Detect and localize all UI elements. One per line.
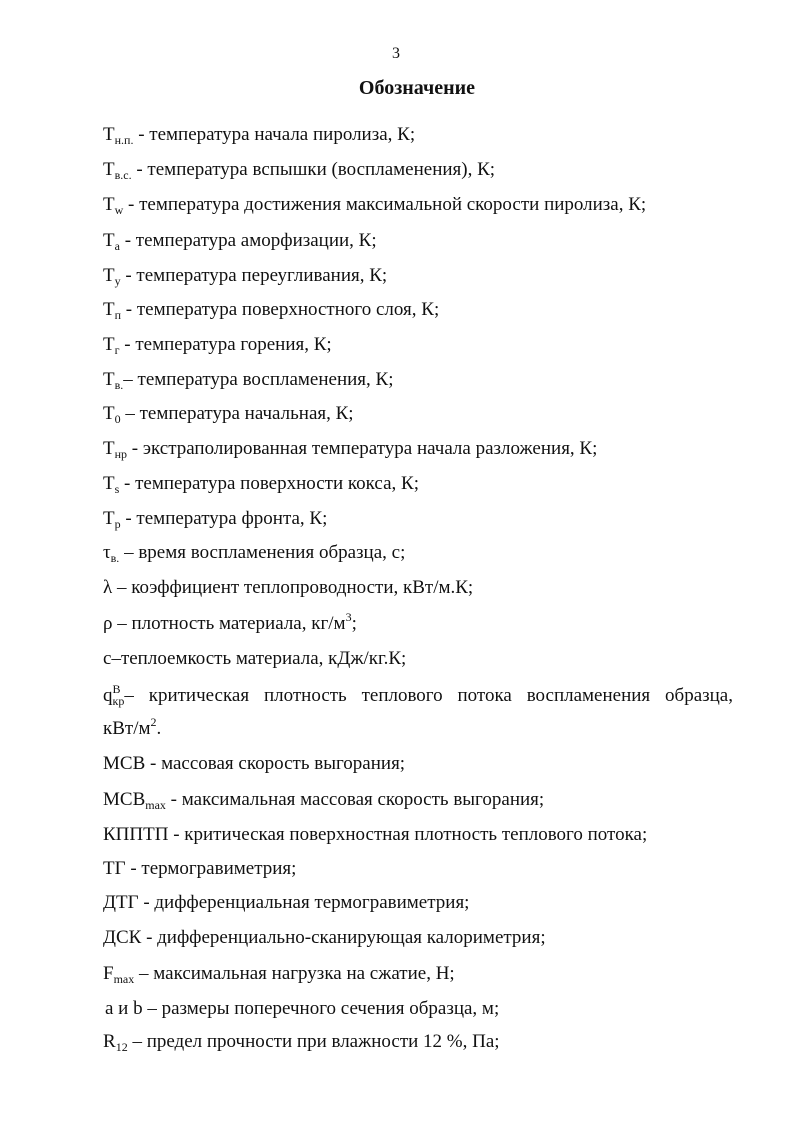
definition-text: – температура начальная, К; [120, 403, 354, 424]
definition-line [103, 507, 327, 531]
definition-text: – критическая плотность теплового потока воспламенения образца, [124, 685, 733, 706]
symbol-subscript: w [114, 203, 124, 217]
definition-line [103, 752, 405, 776]
symbol: T [103, 230, 115, 251]
symbol: T [103, 159, 115, 180]
definition-line [103, 926, 546, 950]
symbol: q [103, 685, 113, 706]
symbol: ДСК [103, 927, 142, 948]
symbol: R [103, 1031, 116, 1052]
definition-line [103, 402, 354, 426]
definition-text: – время воспламенения образца, с; [119, 542, 406, 563]
definition-text: - температура поверхности кокса, К; [119, 473, 419, 494]
symbol: a и b [105, 998, 143, 1019]
symbol-subscript: в.с. [114, 168, 132, 182]
definition-text: - массовая скорость выгорания; [145, 753, 406, 774]
definition-text: - температура поверхностного слоя, К; [121, 299, 440, 320]
definition-line [103, 576, 473, 600]
definition-line [103, 333, 332, 357]
definition-line [103, 158, 495, 182]
symbol: ДТГ [103, 892, 139, 913]
symbol-subscript: 0 [114, 412, 121, 426]
symbol: T [103, 124, 115, 145]
definition-line [103, 857, 296, 881]
definition-line [103, 541, 405, 565]
symbol: F [103, 963, 114, 984]
definition-line [103, 647, 406, 671]
definition-text: - критическая поверхностная плотность теплового потока; [168, 824, 648, 845]
unit-text: кВт/м [103, 718, 151, 739]
symbol: T [103, 265, 115, 286]
definition-line [103, 684, 733, 708]
symbol-subscript: нр [114, 447, 128, 461]
definition-text: – плотность материала, кг/м [112, 613, 346, 634]
symbol: T [103, 299, 115, 320]
symbol-subscript: г [114, 343, 120, 357]
symbol: T [103, 194, 115, 215]
definition-text: - максимальная массовая скорость выгорания; [165, 789, 545, 810]
symbol-subscript: max [145, 798, 166, 812]
definition-text: - дифференциально-сканирующая калориметрия; [141, 927, 546, 948]
definition-line [103, 437, 597, 461]
definition-text: - температура переугливания, К; [120, 265, 388, 286]
definition-text: - экстраполированная температура начала разложения, К; [127, 438, 598, 459]
definition-line [103, 788, 544, 812]
symbol: КППТП [103, 824, 169, 845]
definition-line [103, 123, 415, 147]
symbol: ТГ [103, 858, 126, 879]
definition-line [103, 264, 387, 288]
definition-text: - температура аморфизации, К; [119, 230, 377, 251]
definition-text: – максимальная нагрузка на сжатие, Н; [134, 963, 455, 984]
symbol-subscript: a [114, 239, 120, 253]
symbol: T [103, 438, 115, 459]
definition-text: –теплоемкость материала, кДж/кг.К; [111, 648, 407, 669]
symbol: τ [103, 542, 111, 563]
page-number: 3 [392, 45, 400, 62]
superscript: В [112, 682, 121, 696]
symbol-subscript: н.п. [114, 133, 134, 147]
symbol: T [103, 334, 115, 355]
definition-tail: . [156, 718, 162, 739]
symbol-subscript: у [114, 274, 121, 288]
symbol: T [103, 473, 115, 494]
definition-text: - термогравиметрия; [125, 858, 297, 879]
definition-text: - температура начала пиролиза, К; [133, 124, 416, 145]
definition-line [103, 823, 647, 847]
symbol: T [103, 508, 115, 529]
symbol: МСВ [103, 789, 146, 810]
definition-text: – температура воспламенения, К; [123, 369, 394, 390]
definition-line [103, 1030, 500, 1054]
symbol-subscript: в. [114, 378, 124, 392]
definition-text: - температура вспышки (воспламенения), К; [131, 159, 496, 180]
definition-tail: ; [351, 613, 357, 634]
definition-text: - температура достижения максимальной скорости пиролиза, К; [123, 194, 647, 215]
symbol: T [103, 403, 115, 424]
definition-line [105, 997, 499, 1021]
definition-line [103, 298, 439, 322]
symbol-subscript: p [114, 517, 121, 531]
definition-text: - дифференциальная термогравиметрия; [138, 892, 470, 913]
symbol-subscript: max [113, 972, 135, 986]
symbol: с [103, 648, 112, 669]
definition-line [103, 612, 357, 636]
symbol: ρ [103, 613, 113, 634]
superscript: 3 [345, 610, 352, 624]
symbol: T [103, 369, 115, 390]
definition-line [103, 368, 393, 392]
page-title: Обозначение [358, 77, 476, 99]
symbol: λ [103, 577, 113, 598]
definition-text: – предел прочности при влажности 12 %, Па; [127, 1031, 500, 1052]
definition-line [103, 193, 646, 217]
definition-text: - температура фронта, К; [120, 508, 328, 529]
definition-line [103, 472, 419, 496]
definition-text: – размеры поперечного сечения образца, м; [142, 998, 500, 1019]
definition-line [103, 891, 469, 915]
definition-text: – коэффициент теплопроводности, кВт/м.К; [112, 577, 474, 598]
symbol-subscript: s [114, 482, 120, 496]
symbol-subscript: кр [112, 694, 125, 708]
symbol-subscript: 12 [115, 1040, 128, 1054]
definition-text: - температура горения, К; [119, 334, 332, 355]
definition-line-continuation [103, 717, 161, 741]
superscript: 2 [150, 715, 157, 729]
symbol-subscript: в. [110, 551, 120, 565]
definition-line [103, 962, 455, 986]
definition-line [103, 229, 377, 253]
symbol-subscript: п [114, 308, 122, 322]
symbol: МСВ [103, 753, 146, 774]
